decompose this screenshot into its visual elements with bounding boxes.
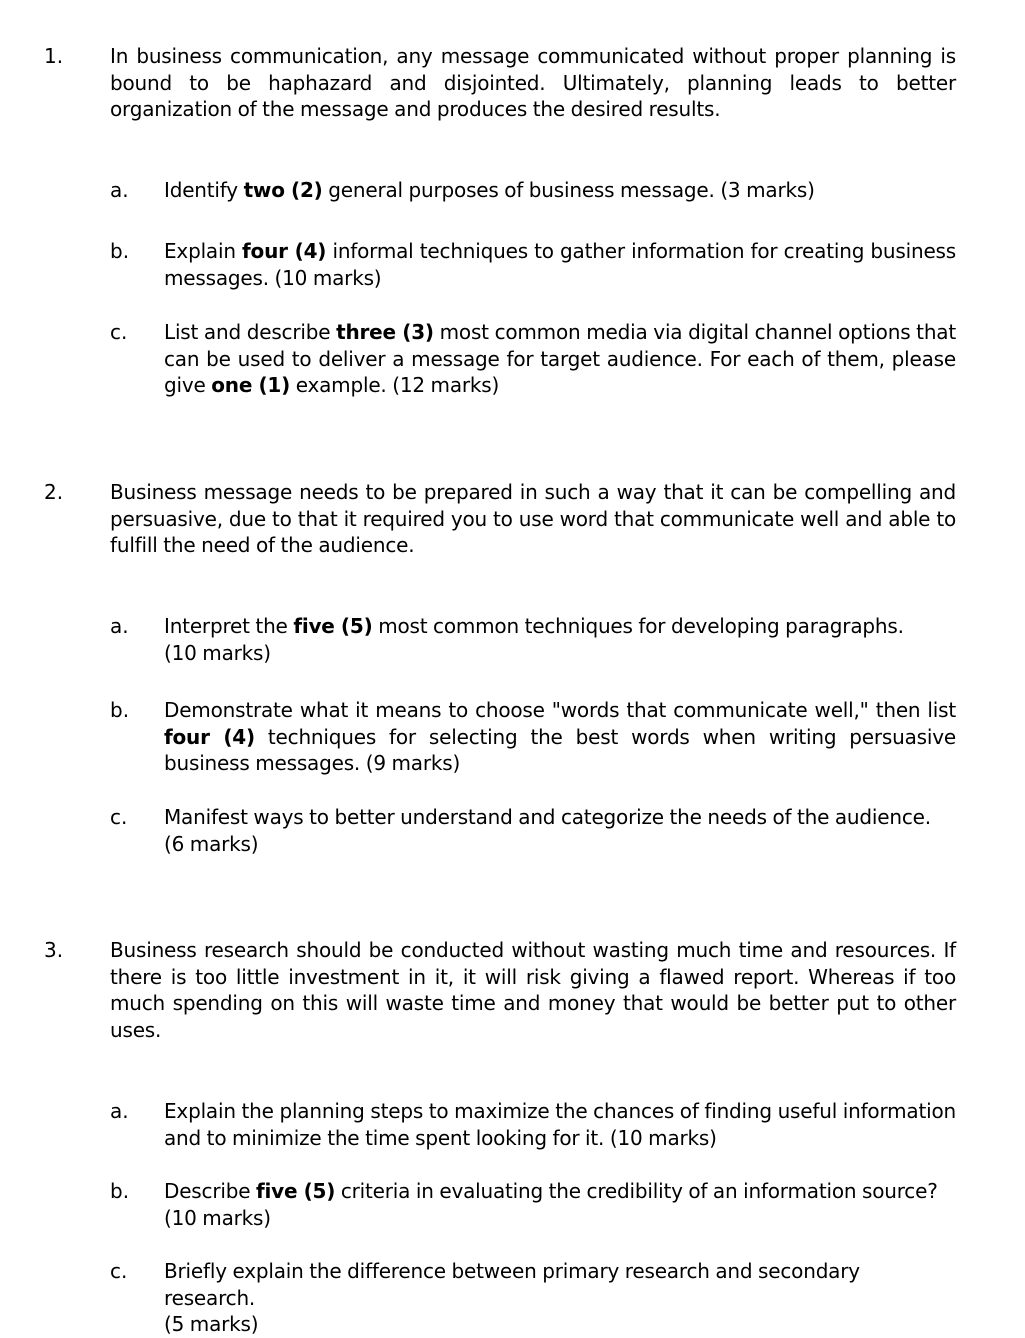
part-text: Explain four (4) informal techniques to gather information for creating business messages. (10 marks)	[164, 239, 956, 290]
part-text: Identify two (2) general purposes of business message. (3 marks)	[164, 178, 815, 202]
part-text: Manifest ways to better understand and categorize the needs of the audience. (6 marks)	[164, 805, 931, 856]
part-letter: a.	[110, 1099, 129, 1123]
question-stem: In business communication, any message communicated without proper planning is bound to be haphazard and disjointed. Ultimately, planning leads to better organization of the message and produces the desired results.	[110, 44, 956, 122]
part-letter: b.	[110, 239, 130, 263]
part-letter: c.	[110, 805, 128, 829]
question-number: 2.	[44, 480, 64, 504]
part-letter: c.	[110, 320, 128, 344]
part-text: Interpret the five (5) most common techniques for developing paragraphs. (10 marks)	[164, 614, 904, 665]
part-text: List and describe three (3) most common media via digital channel options that can be used to deliver a message for target audience. For each of them, please give one (1) example. (12 marks)	[164, 320, 956, 398]
question-number: 3.	[44, 938, 64, 962]
part-letter: a.	[110, 614, 129, 638]
part-letter: b.	[110, 698, 130, 722]
part-text: Demonstrate what it means to choose "words that communicate well," then list four (4) techniques for selecting the best words when writing persuasive business messages. (9 marks)	[164, 698, 956, 776]
part-letter: a.	[110, 178, 129, 202]
question-stem: Business research should be conducted without wasting much time and resources. If there is too little investment in it, it will risk giving a flawed report. Whereas if too much spending on this will waste time and money that would be better put to other uses.	[110, 938, 956, 1043]
question-stem: Business message needs to be prepared in such a way that it can be compelling and persuasive, due to that it required you to use word that communicate well and able to fulfill the need of the audience.	[110, 480, 956, 558]
part-text: Describe five (5) criteria in evaluating the credibility of an information source? (10 marks)	[164, 1179, 938, 1230]
part-text: Explain the planning steps to maximize the chances of finding useful information and to minimize the time spent looking for it. (10 marks)	[164, 1099, 956, 1150]
part-letter: c.	[110, 1259, 128, 1283]
part-text: Briefly explain the difference between primary research and secondary research. (5 marks)	[164, 1259, 860, 1337]
part-letter: b.	[110, 1179, 130, 1203]
question-number: 1.	[44, 44, 64, 68]
